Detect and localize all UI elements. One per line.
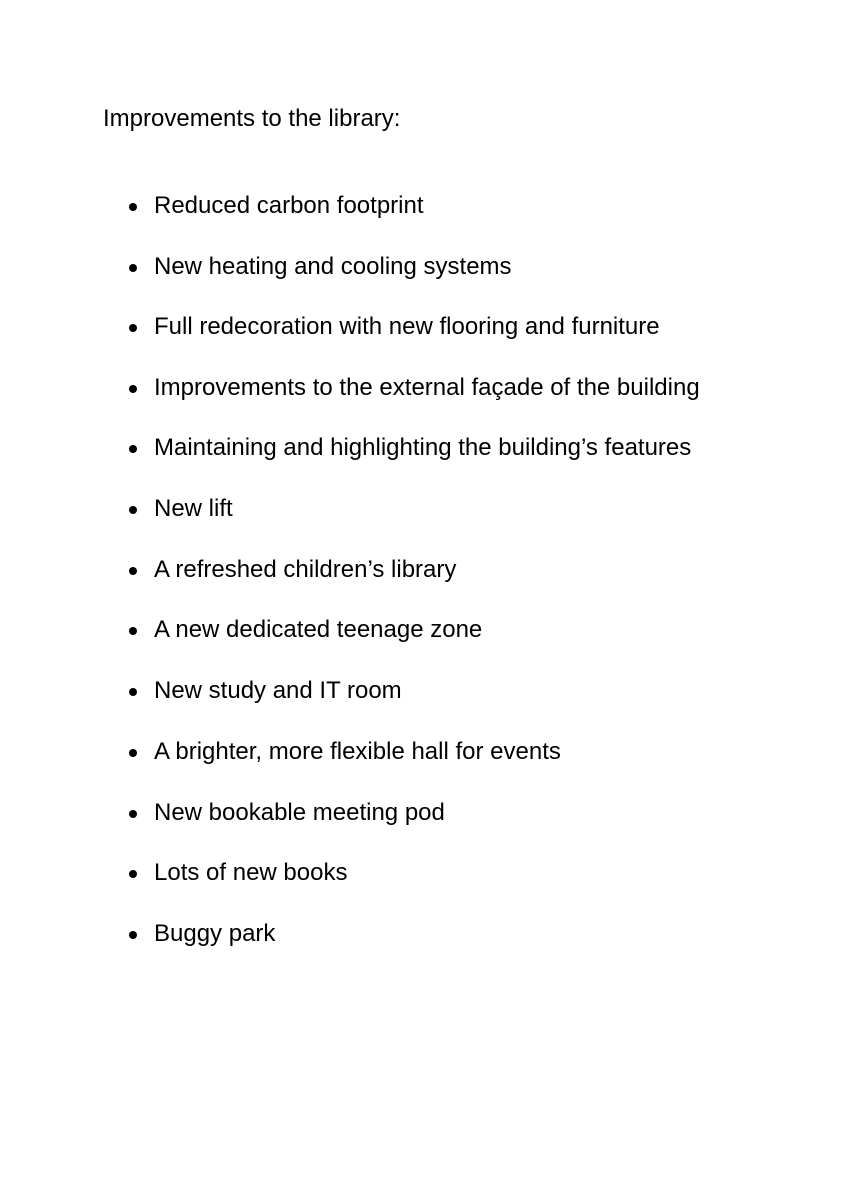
list-item-text: New lift <box>154 495 233 522</box>
list-item-text: A new dedicated teenage zone <box>154 616 483 643</box>
list-item-text: A refreshed children’s library <box>154 556 457 583</box>
list-item-text: Reduced carbon footprint <box>154 192 424 219</box>
bullet-icon <box>129 506 137 514</box>
list-item-text: Full redecoration with new flooring and furniture <box>154 313 660 340</box>
list-item-text: A brighter, more flexible hall for events <box>154 738 561 765</box>
bullet-icon <box>129 203 137 211</box>
list-item-text: New study and IT room <box>154 677 402 704</box>
bullet-icon <box>129 931 137 939</box>
bullet-icon <box>129 445 137 453</box>
bullet-icon <box>129 749 137 757</box>
bullet-icon <box>129 385 137 393</box>
bullet-icon <box>129 870 137 878</box>
bullet-icon <box>129 324 137 332</box>
list-item-text: Lots of new books <box>154 859 348 886</box>
list-item-text: Maintaining and highlighting the building’s features <box>154 434 692 461</box>
page-heading: Improvements to the library: <box>103 105 401 132</box>
bullet-icon <box>129 688 137 696</box>
bullet-icon <box>129 567 137 575</box>
bullet-icon <box>129 810 137 818</box>
list-item-text: Buggy park <box>154 920 276 947</box>
list-item-text: New heating and cooling systems <box>154 253 512 280</box>
bullet-icon <box>129 627 137 635</box>
list-item-text: Improvements to the external façade of the building <box>154 374 700 401</box>
bullet-icon <box>129 264 137 272</box>
list-item-text: New bookable meeting pod <box>154 799 445 826</box>
